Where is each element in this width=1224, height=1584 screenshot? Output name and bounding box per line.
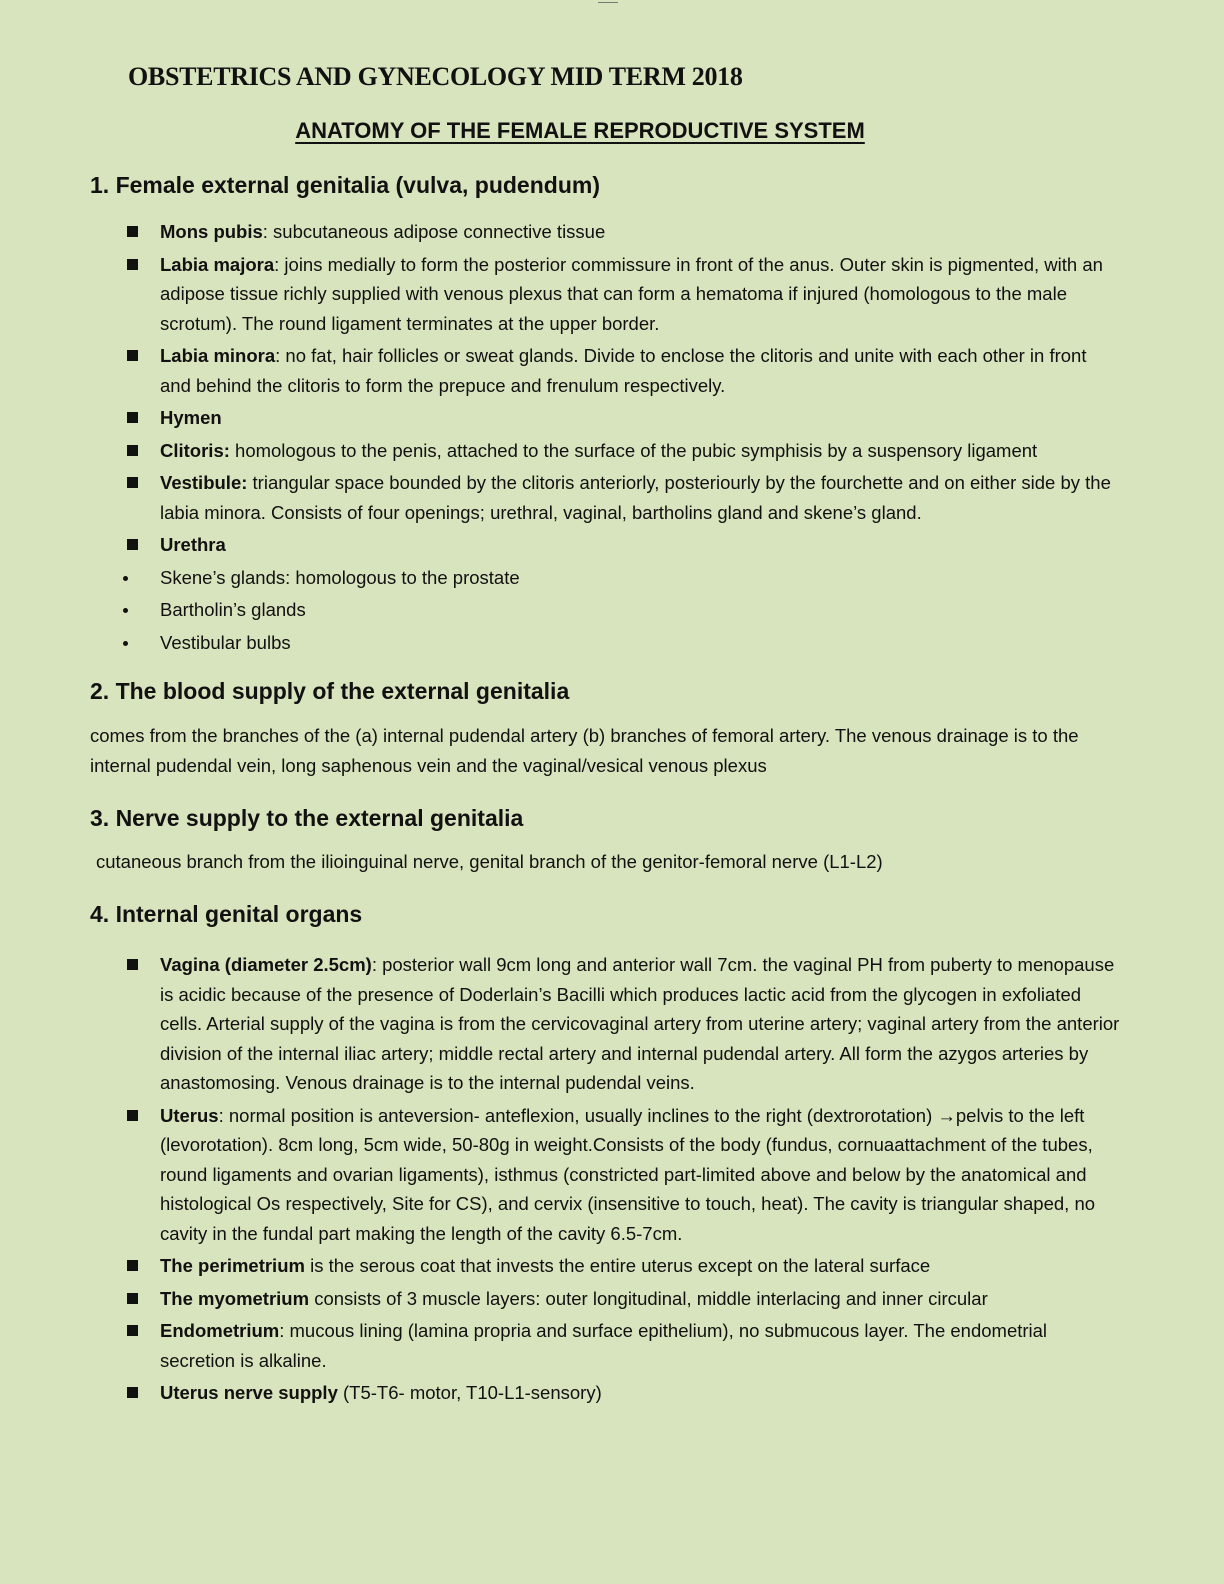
section-3-heading: 3. Nerve supply to the external genitalia: [90, 805, 524, 831]
item-text: (T5-T6- motor, T10-L1-sensory): [337, 1382, 602, 1403]
list-item: [0, 217, 1120, 247]
dot-bullet-icon: [123, 576, 128, 581]
section-2-text: comes from the branches of the (a) internal pudendal artery (b) branches of femoral artery. The venous drainage is to the internal pudendal vein, long saphenous vein and the vaginal/vesical venous plexus: [90, 725, 1079, 776]
item-text: Skene’s glands: homologous to the prostate: [160, 566, 520, 588]
square-bullet-icon: [127, 539, 138, 550]
section-3-text: cutaneous branch from the ilioinguinal nerve, genital branch of the genitor-femoral nerve (L1-L2): [96, 851, 883, 872]
item-term: Hymen: [160, 407, 222, 428]
item-text: : no fat, hair follicles or sweat glands. Divide to enclose the clitoris and unite with each other in front and behind the clitoris to form the prepuce and frenulum respectively.: [160, 345, 1087, 396]
square-bullet-icon: [127, 412, 138, 423]
document-subtitle: [0, 118, 1160, 144]
square-bullet-icon: [127, 1110, 138, 1121]
item-text: : mucous lining (lamina propria and surface epithelium), no submucous layer. The endometrial secretion is alkaline.: [160, 1320, 1048, 1371]
item-term: Uterus nerve supply: [160, 1382, 338, 1403]
page-mark: [598, 0, 618, 3]
section-4-list: [0, 950, 1224, 1411]
list-item: [0, 250, 1120, 339]
item-term: Labia minora: [160, 345, 276, 366]
item-text: Bartholin’s glands: [160, 599, 306, 620]
item-term: Endometrium: [160, 1320, 280, 1341]
item-term: Clitoris:: [160, 439, 230, 461]
list-item: [0, 436, 1120, 466]
square-bullet-icon: [127, 477, 138, 488]
square-bullet-icon: [127, 1387, 138, 1398]
document-title: OBSTETRICS AND GYNECOLOGY MID TERM 2018: [128, 62, 743, 91]
list-item: [0, 1101, 1120, 1249]
list-item: [0, 1284, 1120, 1314]
square-bullet-icon: [127, 445, 138, 456]
list-item: [0, 1316, 1120, 1375]
item-term: Vagina (diameter 2.5cm): [160, 954, 372, 975]
item-text: : posterior wall 9cm long and anterior wall 7cm. the vaginal PH from puberty to menopause is acidic because of the presence of Doderlain’s Bacilli which produces lactic acid from the glycogen in exfoliated cells. Arterial supply of the vagina is from the cervicovaginal artery from uterine artery; vaginal artery from the anterior division of the internal iliac artery; middle rectal artery and internal pudendal artery. All form the azygos arteries by anastomosing. Venous drainage is to the internal pudendal veins.: [160, 954, 1120, 1093]
item-text: : normal position is anteversion- anteflexion, usually inclines to the right (dextrorotation) →pelvis to the left (levorotation). 8cm long, 5cm wide, 50-80g in weight.Consists of the body (fundus, cornuaattachment of the tubes, round ligaments and ovarian ligaments), isthmus (constricted part-limited above and below by the anatomical and histological Os respectively, Site for CS), and cervix (insensitive to touch, heat). The cavity is triangular shaped, no cavity in the fundal part making the length of the cavity 6.5-7cm.: [160, 1104, 1096, 1244]
section-4-heading: 4. Internal genital organs: [90, 901, 363, 927]
item-term: Mons pubis: [160, 221, 263, 242]
list-item: [0, 403, 1120, 433]
item-term: The perimetrium: [160, 1255, 305, 1276]
sub-list-item: [0, 563, 1120, 593]
list-item: [0, 950, 1120, 1098]
list-item: [0, 530, 1120, 560]
square-bullet-icon: [127, 350, 138, 361]
item-term: Labia majora: [160, 253, 275, 275]
square-bullet-icon: [127, 1325, 138, 1336]
item-term: Urethra: [160, 534, 226, 555]
item-text: consists of 3 muscle layers: outer longitudinal, middle interlacing and inner circular: [309, 1287, 988, 1309]
item-term: Uterus: [160, 1104, 219, 1126]
item-text: Vestibular bulbs: [160, 631, 291, 653]
dot-bullet-icon: [123, 641, 128, 646]
item-term: Vestibule:: [160, 472, 248, 493]
list-item: [0, 468, 1120, 527]
list-item: [0, 341, 1120, 400]
item-text: triangular space bounded by the clitoris anteriorly, posteriourly by the fourchette and on either side by the labia minora. Consists of four openings; urethral, vaginal, bartholins gland and skene’s gland.: [160, 472, 1111, 523]
square-bullet-icon: [127, 1293, 138, 1304]
sub-list-item: [0, 595, 1120, 625]
item-text: homologous to the penis, attached to the surface of the pubic symphisis by a suspensory ligament: [229, 439, 1038, 461]
list-item: [0, 1251, 1120, 1281]
section-1-list: [0, 217, 1224, 660]
item-text: : joins medially to form the posterior commissure in front of the anus. Outer skin is pigmented, with an adipose tissue richly supplied with venous plexus that can form a hematoma if injured (homologous to the male scrotum). The round ligament terminates at the upper border.: [160, 253, 1103, 334]
square-bullet-icon: [127, 1260, 138, 1271]
item-term: The myometrium: [160, 1287, 310, 1309]
sub-list-item: [0, 628, 1120, 658]
section-1-heading: 1. Female external genitalia (vulva, pudendum): [90, 172, 600, 198]
square-bullet-icon: [127, 226, 138, 237]
document-subtitle-text: ANATOMY OF THE FEMALE REPRODUCTIVE SYSTEM: [295, 118, 865, 143]
item-text: : subcutaneous adipose connective tissue: [262, 221, 606, 242]
dot-bullet-icon: [123, 608, 128, 613]
square-bullet-icon: [127, 959, 138, 970]
section-2-heading: 2. The blood supply of the external genitalia: [90, 678, 570, 704]
list-item: [0, 1378, 1120, 1408]
item-text: is the serous coat that invests the entire uterus except on the lateral surface: [304, 1255, 931, 1276]
square-bullet-icon: [127, 259, 138, 270]
